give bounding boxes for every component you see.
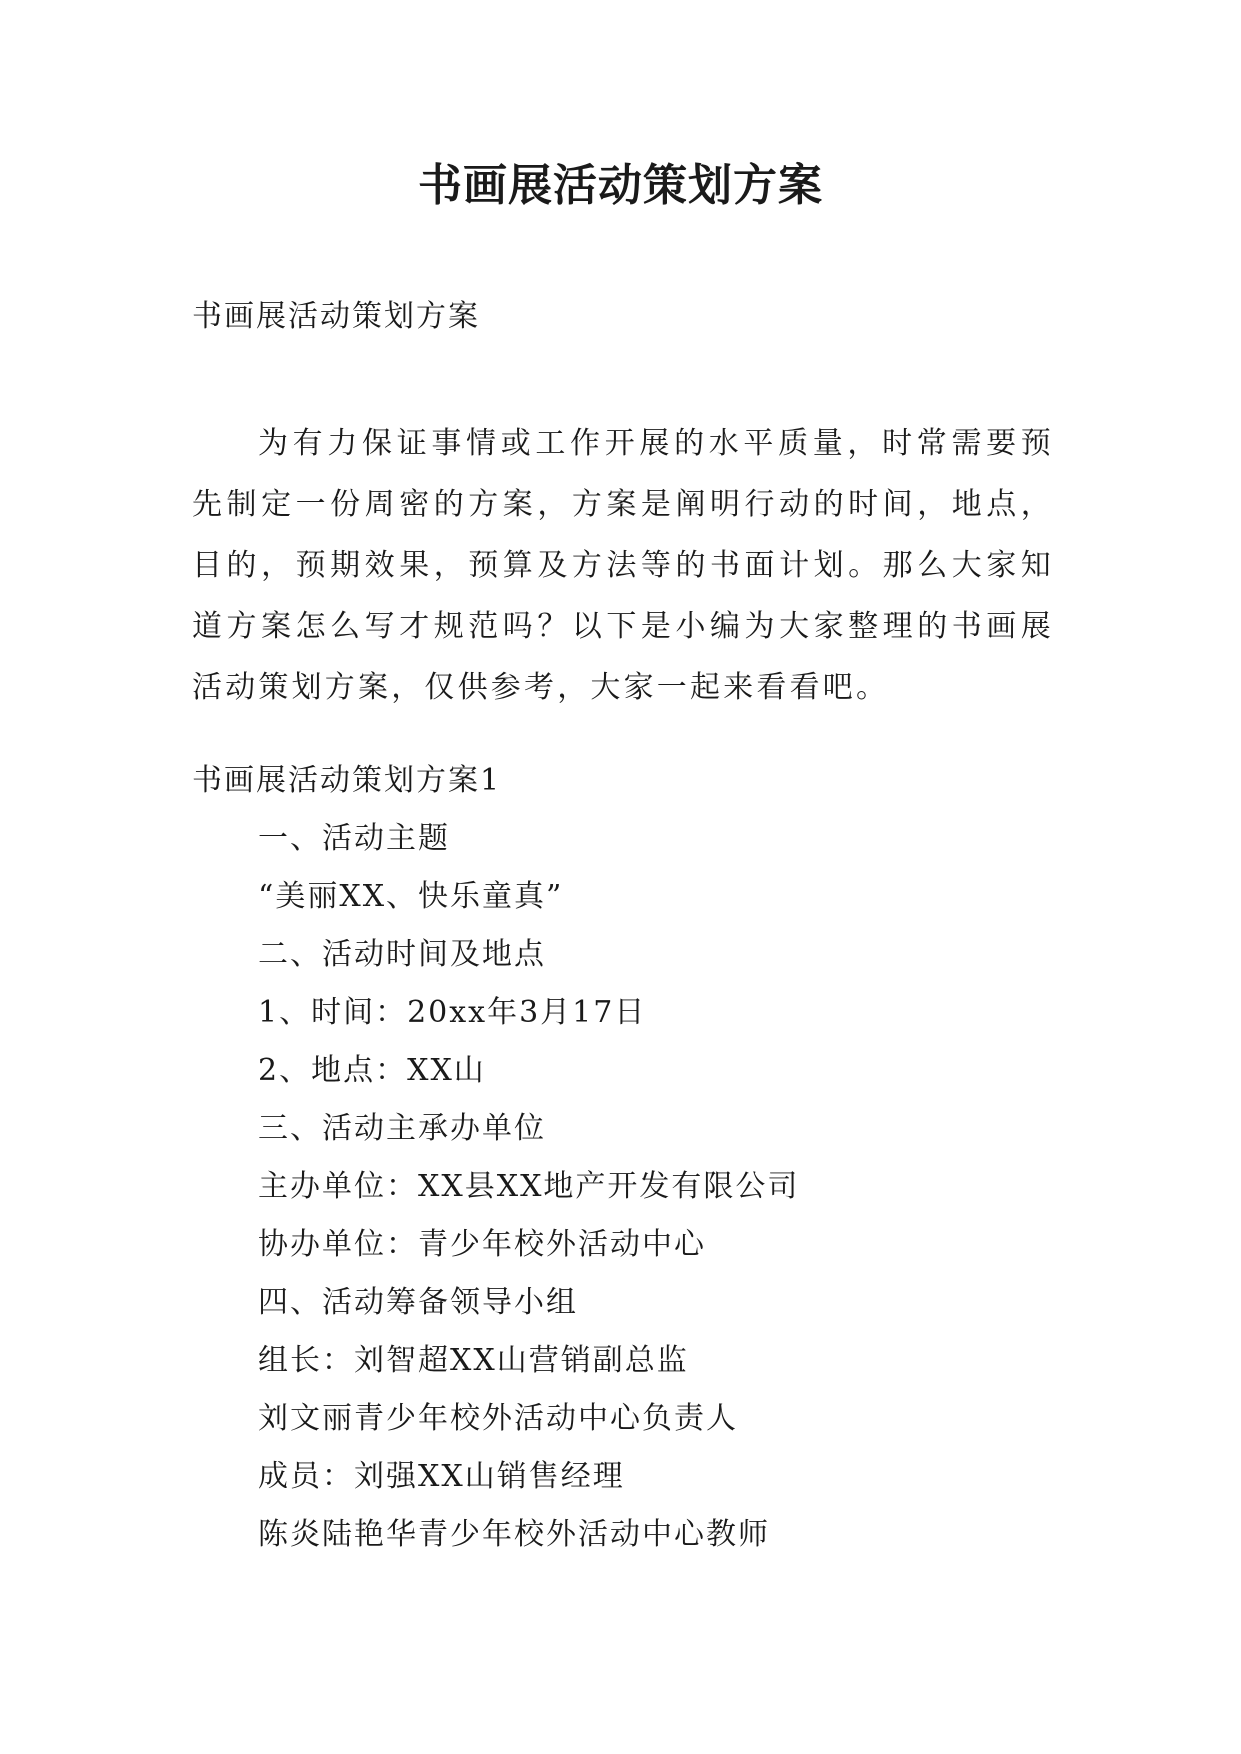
item-members-2: 陈炎陆艳华青少年校外活动中心教师 xyxy=(258,1517,770,1552)
document-subtitle: 书画展活动策划方案 xyxy=(192,299,480,334)
item-leadership-heading: 四、活动筹备领导小组 xyxy=(258,1285,578,1320)
item-members: 成员：刘强XX山销售经理 xyxy=(258,1459,625,1494)
item-group-leader-2: 刘文丽青少年校外活动中心负责人 xyxy=(258,1401,738,1436)
document-title: 书画展活动策划方案 xyxy=(418,160,823,211)
item-host: 主办单位：XX县XX地产开发有限公司 xyxy=(258,1169,800,1204)
item-place: 2、地点：XX山 xyxy=(258,1053,486,1088)
intro-paragraph: 为有力保证事情或工作开展的水平质量，时常需要预先制定一份周密的方案，方案是阐明行动的时间，地点，目的，预期效果，预算及方法等的书面计划。那么大家知道方案怎么写才规范吗？以下是小编为大家整理的书画展活动策划方案，仅供参考，大家一起来看看吧。 xyxy=(192,426,1054,705)
item-time-place-heading: 二、活动时间及地点 xyxy=(258,937,546,972)
section-heading: 书画展活动策划方案1 xyxy=(192,763,502,798)
item-time: 1、时间：20xx年3月17日 xyxy=(258,995,647,1030)
item-activity-theme: “美丽XX、快乐童真” xyxy=(258,879,564,914)
item-group-leader: 组长：刘智超XX山营销副总监 xyxy=(258,1343,689,1378)
item-organizers-heading: 三、活动主承办单位 xyxy=(258,1111,546,1146)
item-co-host: 协办单位：青少年校外活动中心 xyxy=(258,1227,706,1262)
item-activity-theme-heading: 一、活动主题 xyxy=(258,821,450,856)
